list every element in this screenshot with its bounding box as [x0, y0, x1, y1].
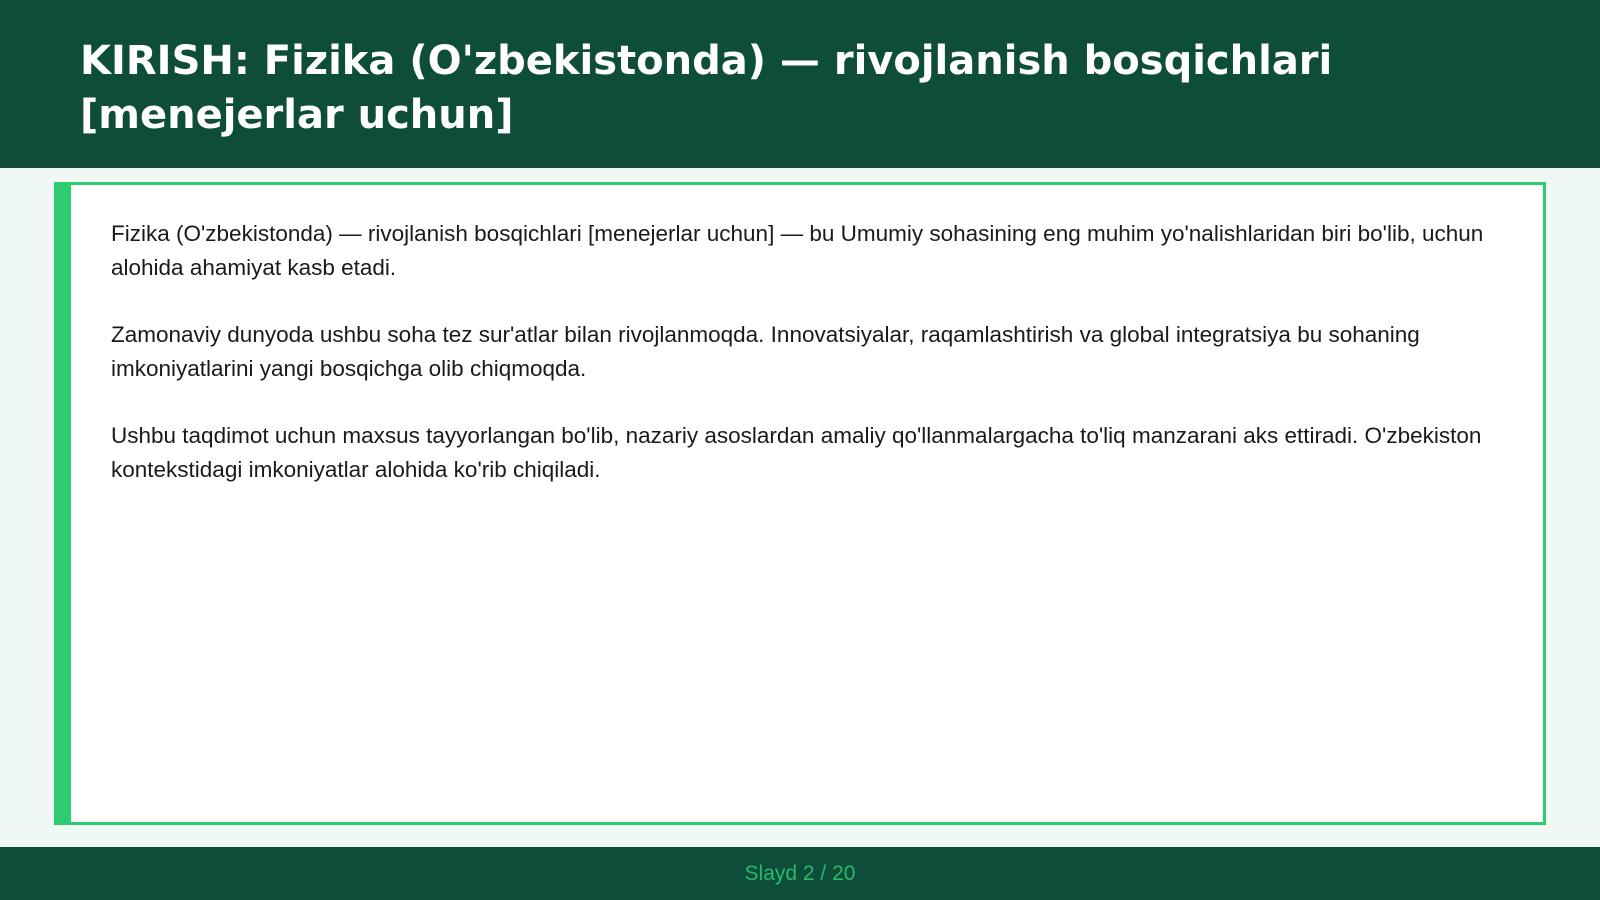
modern-world-paragraph: Zamonaviy dunyoda ushbu soha tez sur'atlar bilan rivojlanmoqda. Innovatsiyalar, raqamlashtirish va global integratsiya bu sohaning imkoniyatlarini yangi bosqichga olib chiqmoqda.	[111, 322, 1420, 381]
slide-footer	[0, 847, 1600, 900]
presentation-purpose-paragraph: Ushbu taqdimot uchun maxsus tayyorlangan bo'lib, nazariy asoslardan amaliy qo'llanmalargacha to'liq manzarani aks ettiradi. O'zbekiston kontekstidagi imkoniyatlar alohida ko'rib chiqiladi.	[111, 423, 1482, 482]
slide-title: KIRISH: Fizika (O'zbekistonda) — rivojlanish bosqichlari [menejerlar uchun]	[80, 38, 1333, 138]
content-panel	[54, 182, 1546, 825]
slide-counter: Slayd 2 / 20	[744, 861, 856, 885]
intro-paragraph: Fizika (O'zbekistonda) — rivojlanish bosqichlari [menejerlar uchun] — bu Umumiy sohasining eng muhim yo'nalishlaridan biri bo'lib, uchun alohida ahamiyat kasb etadi.	[111, 221, 1484, 280]
slide-header	[0, 0, 1600, 168]
